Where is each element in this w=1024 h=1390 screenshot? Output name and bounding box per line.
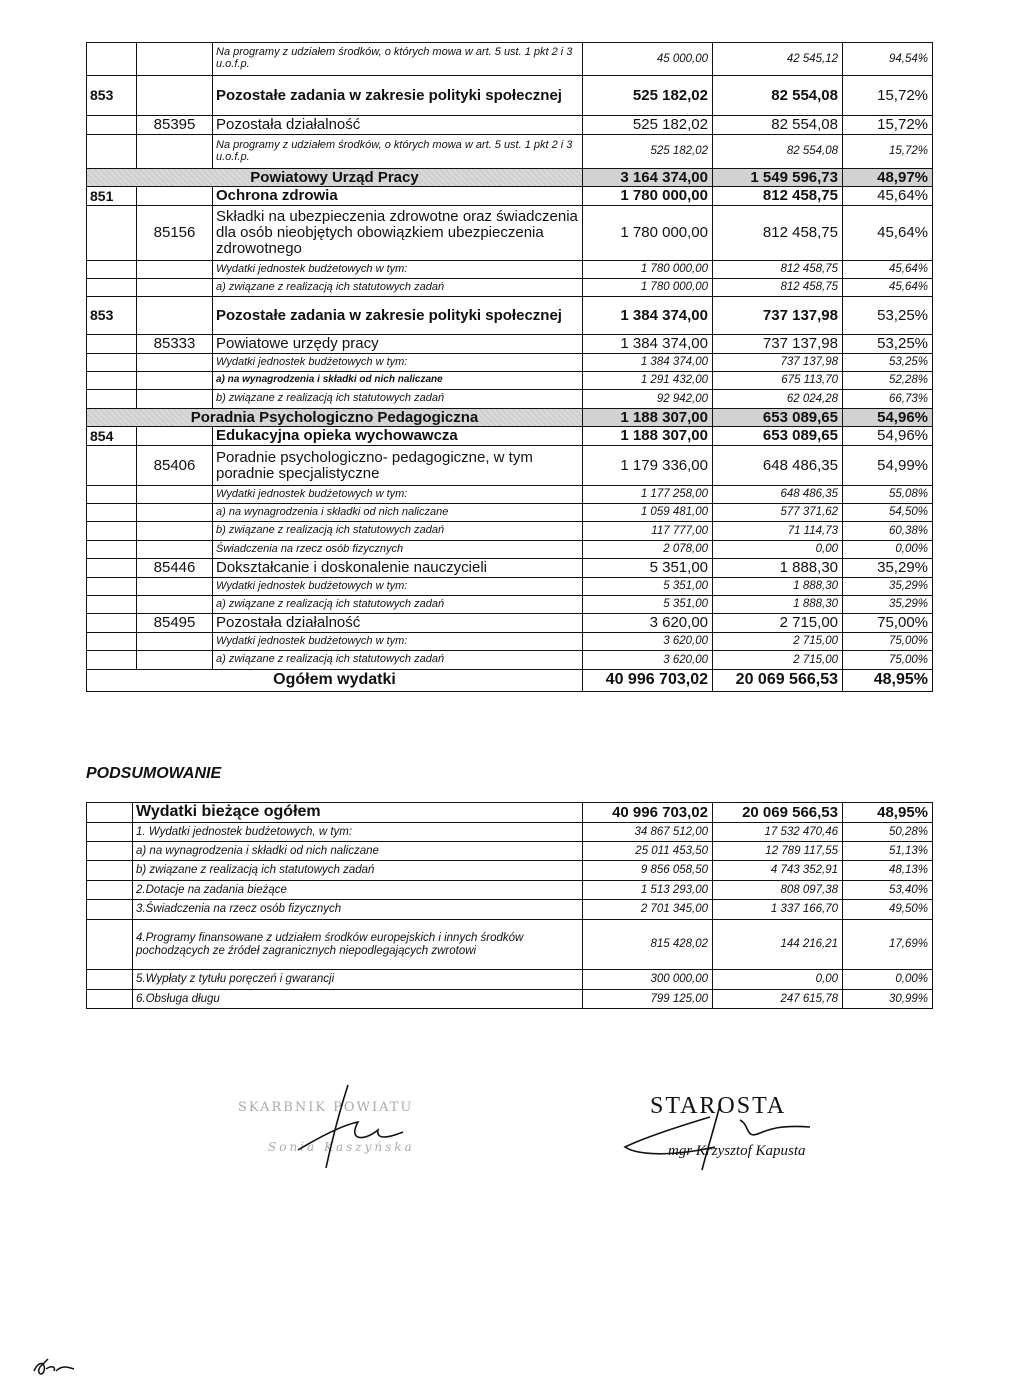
summary-row — [87, 920, 933, 970]
percent-value: 17,69% — [843, 920, 933, 970]
plan-value: 5 351,00 — [583, 578, 713, 596]
item-description: Pozostałe zadania w zakresie polityki społecznej — [213, 76, 583, 116]
plan-value: 525 182,02 — [583, 76, 713, 116]
plan-value: 5 351,00 — [583, 559, 713, 578]
chapter-code: 851 — [87, 187, 137, 206]
percent-value: 35,29% — [843, 559, 933, 578]
execution-value: 0,00 — [713, 970, 843, 990]
blank-cell — [87, 881, 133, 900]
percent-value: 54,99% — [843, 446, 933, 486]
total-label: Ogółem wydatki — [87, 670, 583, 692]
plan-value: 3 620,00 — [583, 614, 713, 633]
summary-row — [87, 842, 933, 861]
execution-value: 737 137,98 — [713, 354, 843, 372]
percent-value: 45,64% — [843, 206, 933, 261]
percent-value: 48,13% — [843, 861, 933, 881]
item-description: Poradnie psychologiczno- pedagogiczne, w tym poradnie specjalistyczne — [213, 446, 583, 486]
plan-value: 1 384 374,00 — [583, 354, 713, 372]
table-row — [87, 187, 933, 206]
handwritten-signature-left-icon — [228, 1080, 458, 1175]
execution-value: 1 337 166,70 — [713, 900, 843, 920]
item-description: Pozostała działalność — [213, 614, 583, 633]
table-row — [87, 522, 933, 541]
percent-value: 54,50% — [843, 504, 933, 522]
blank-cell — [87, 990, 133, 1009]
chapter-code — [87, 559, 137, 578]
section-code — [137, 187, 213, 206]
execution-value: 0,00 — [713, 541, 843, 559]
unit-name: Powiatowy Urząd Pracy — [87, 169, 583, 187]
section-code: 85495 — [137, 614, 213, 633]
execution-value: 144 216,21 — [713, 920, 843, 970]
chapter-code — [87, 372, 137, 390]
execution-value: 17 532 470,46 — [713, 823, 843, 842]
treasurer-name: Sonia Kaszyńska — [268, 1140, 415, 1154]
summary-title: PODSUMOWANIE — [86, 765, 222, 782]
execution-value: 812 458,75 — [713, 261, 843, 279]
item-description: Ochrona zdrowia — [213, 187, 583, 206]
expenditure-table — [86, 42, 933, 692]
execution-value: 2 715,00 — [713, 614, 843, 633]
item-description: Na programy z udziałem środków, o których mowa w art. 5 ust. 1 pkt 2 i 3 u.o.f.p. — [213, 43, 583, 76]
table-row — [87, 335, 933, 354]
table-row — [87, 559, 933, 578]
section-code — [137, 297, 213, 335]
blank-cell — [87, 920, 133, 970]
item-description: Składki na ubezpieczenia zdrowotne oraz świadczenia dla osób nieobjętych obowiązkiem ubezpieczenia zdrowotnego — [213, 206, 583, 261]
percent-value: 15,72% — [843, 76, 933, 116]
plan-value: 2 078,00 — [583, 541, 713, 559]
execution-value: 1 888,30 — [713, 596, 843, 614]
execution-value: 808 097,38 — [713, 881, 843, 900]
item-description: a) na wynagrodzenia i składki od nich naliczane — [213, 372, 583, 390]
chapter-code — [87, 596, 137, 614]
chapter-code — [87, 390, 137, 409]
table-row — [87, 504, 933, 522]
chapter-code — [87, 446, 137, 486]
plan-value: 92 942,00 — [583, 390, 713, 409]
item-description: Powiatowe urzędy pracy — [213, 335, 583, 354]
table-row — [87, 206, 933, 261]
table-row — [87, 614, 933, 633]
execution-value: 737 137,98 — [713, 297, 843, 335]
summary-row — [87, 900, 933, 920]
execution-value: 812 458,75 — [713, 187, 843, 206]
item-description: a) związane z realizacją ich statutowych zadań — [213, 651, 583, 670]
chapter-code — [87, 541, 137, 559]
summary-row — [87, 823, 933, 842]
percent-value: 55,08% — [843, 486, 933, 504]
percent-value: 0,00% — [843, 970, 933, 990]
section-code — [137, 279, 213, 297]
section-code — [137, 541, 213, 559]
chapter-code — [87, 522, 137, 541]
execution-value: 42 545,12 — [713, 43, 843, 76]
summary-row — [87, 970, 933, 990]
table-row — [87, 578, 933, 596]
summary-row — [87, 861, 933, 881]
chapter-code: 854 — [87, 427, 137, 446]
blank-cell — [87, 803, 133, 823]
chapter-code — [87, 578, 137, 596]
percent-value: 51,13% — [843, 842, 933, 861]
section-code: 85156 — [137, 206, 213, 261]
execution-value: 812 458,75 — [713, 206, 843, 261]
chapter-code — [87, 651, 137, 670]
section-code — [137, 43, 213, 76]
summary-label: 5.Wypłaty z tytułu poręczeń i gwarancji — [133, 970, 583, 990]
execution-value: 62 024,28 — [713, 390, 843, 409]
percent-value: 45,64% — [843, 279, 933, 297]
percent-value: 75,00% — [843, 633, 933, 651]
summary-label: 4.Programy finansowane z udziałem środków europejskich i innych środków pochodzących ze źródeł zagranicznych niepodlegających zwrotowi — [133, 920, 583, 970]
chapter-code — [87, 486, 137, 504]
table-row — [87, 169, 933, 187]
item-description: a) na wynagrodzenia i składki od nich naliczane — [213, 504, 583, 522]
plan-value: 1 513 293,00 — [583, 881, 713, 900]
percent-value: 53,25% — [843, 297, 933, 335]
plan-value: 1 179 336,00 — [583, 446, 713, 486]
total-row — [87, 670, 933, 692]
execution-value: 653 089,65 — [713, 427, 843, 446]
plan-value: 5 351,00 — [583, 596, 713, 614]
percent-value: 35,29% — [843, 578, 933, 596]
execution-value: 737 137,98 — [713, 335, 843, 354]
table-row — [87, 297, 933, 335]
execution-value: 2 715,00 — [713, 651, 843, 670]
item-description: Wydatki jednostek budżetowych w tym: — [213, 633, 583, 651]
section-code — [137, 578, 213, 596]
section-code: 85395 — [137, 116, 213, 135]
item-description: Wydatki jednostek budżetowych w tym: — [213, 354, 583, 372]
percent-value: 50,28% — [843, 823, 933, 842]
plan-value: 3 620,00 — [583, 633, 713, 651]
table-row — [87, 446, 933, 486]
percent-value: 66,73% — [843, 390, 933, 409]
execution-value: 1 549 596,73 — [713, 169, 843, 187]
plan-value: 1 188 307,00 — [583, 409, 713, 427]
percent-value: 75,00% — [843, 651, 933, 670]
percent-value: 60,38% — [843, 522, 933, 541]
table-row — [87, 409, 933, 427]
section-code — [137, 651, 213, 670]
section-code — [137, 372, 213, 390]
plan-value: 40 996 703,02 — [583, 803, 713, 823]
execution-value: 648 486,35 — [713, 446, 843, 486]
percent-value: 45,64% — [843, 187, 933, 206]
blank-cell — [87, 823, 133, 842]
percent-value: 53,25% — [843, 335, 933, 354]
summary-label: Wydatki bieżące ogółem — [133, 803, 583, 823]
section-code — [137, 486, 213, 504]
plan-value: 1 780 000,00 — [583, 261, 713, 279]
chapter-code — [87, 633, 137, 651]
plan-value: 1 177 258,00 — [583, 486, 713, 504]
execution-value: 648 486,35 — [713, 486, 843, 504]
summary-label: 1. Wydatki jednostek budżetowych, w tym: — [133, 823, 583, 842]
starosta-signature — [610, 1085, 870, 1180]
treasurer-stamp: SKARBNIK POWIATU — [238, 1100, 414, 1115]
summary-label: 3.Świadczenia na rzecz osób fizycznych — [133, 900, 583, 920]
chapter-code — [87, 279, 137, 297]
treasurer-signature — [228, 1080, 458, 1175]
plan-value: 3 164 374,00 — [583, 169, 713, 187]
table-row — [87, 427, 933, 446]
item-description: b) związane z realizacją ich statutowych zadań — [213, 390, 583, 409]
plan-value: 117 777,00 — [583, 522, 713, 541]
plan-value: 1 384 374,00 — [583, 297, 713, 335]
item-description: Na programy z udziałem środków, o których mowa w art. 5 ust. 1 pkt 2 i 3 u.o.f.p. — [213, 135, 583, 169]
plan-value: 25 011 453,50 — [583, 842, 713, 861]
blank-cell — [87, 970, 133, 990]
item-description: Edukacyjna opieka wychowawcza — [213, 427, 583, 446]
table-row — [87, 43, 933, 76]
section-code — [137, 522, 213, 541]
summary-label: a) na wynagrodzenia i składki od nich naliczane — [133, 842, 583, 861]
percent-value: 49,50% — [843, 900, 933, 920]
initials-mark-icon — [30, 1355, 76, 1379]
execution-value: 247 615,78 — [713, 990, 843, 1009]
table-row — [87, 372, 933, 390]
execution-value: 812 458,75 — [713, 279, 843, 297]
summary-row — [87, 990, 933, 1009]
starosta-title: STAROSTA — [650, 1093, 787, 1119]
chapter-code — [87, 335, 137, 354]
table-row — [87, 651, 933, 670]
percent-value: 54,96% — [843, 427, 933, 446]
plan-value: 1 384 374,00 — [583, 335, 713, 354]
total-percent: 48,95% — [843, 670, 933, 692]
item-description: Wydatki jednostek budżetowych w tym: — [213, 486, 583, 504]
execution-value: 82 554,08 — [713, 116, 843, 135]
blank-cell — [87, 861, 133, 881]
percent-value: 48,95% — [843, 803, 933, 823]
plan-value: 1 059 481,00 — [583, 504, 713, 522]
item-description: a) związane z realizacją ich statutowych zadań — [213, 279, 583, 297]
percent-value: 15,72% — [843, 135, 933, 169]
section-code — [137, 261, 213, 279]
percent-value: 94,54% — [843, 43, 933, 76]
section-code — [137, 354, 213, 372]
execution-value: 653 089,65 — [713, 409, 843, 427]
table-row — [87, 116, 933, 135]
table-row — [87, 541, 933, 559]
plan-value: 1 780 000,00 — [583, 187, 713, 206]
section-code — [137, 633, 213, 651]
section-code — [137, 596, 213, 614]
summary-row — [87, 881, 933, 900]
chapter-code: 853 — [87, 297, 137, 335]
table-row — [87, 390, 933, 409]
plan-value: 1 188 307,00 — [583, 427, 713, 446]
chapter-code — [87, 354, 137, 372]
chapter-code — [87, 135, 137, 169]
plan-value: 300 000,00 — [583, 970, 713, 990]
summary-table — [86, 802, 933, 1009]
percent-value: 30,99% — [843, 990, 933, 1009]
plan-value: 525 182,02 — [583, 135, 713, 169]
blank-cell — [87, 900, 133, 920]
execution-value: 20 069 566,53 — [713, 803, 843, 823]
plan-value: 34 867 512,00 — [583, 823, 713, 842]
percent-value: 53,40% — [843, 881, 933, 900]
chapter-code — [87, 116, 137, 135]
execution-value: 577 371,62 — [713, 504, 843, 522]
table-row — [87, 261, 933, 279]
plan-value: 1 291 432,00 — [583, 372, 713, 390]
summary-label: b) związane z realizacją ich statutowych zadań — [133, 861, 583, 881]
table-row — [87, 486, 933, 504]
section-code: 85333 — [137, 335, 213, 354]
plan-value: 1 780 000,00 — [583, 279, 713, 297]
section-code — [137, 504, 213, 522]
summary-label: 2.Dotacje na zadania bieżące — [133, 881, 583, 900]
percent-value: 75,00% — [843, 614, 933, 633]
chapter-code — [87, 504, 137, 522]
plan-value: 815 428,02 — [583, 920, 713, 970]
total-plan: 40 996 703,02 — [583, 670, 713, 692]
section-code: 85406 — [137, 446, 213, 486]
percent-value: 35,29% — [843, 596, 933, 614]
chapter-code — [87, 206, 137, 261]
item-description: Dokształcanie i doskonalenie nauczycieli — [213, 559, 583, 578]
summary-row — [87, 803, 933, 823]
plan-value: 45 000,00 — [583, 43, 713, 76]
table-row — [87, 135, 933, 169]
execution-value: 82 554,08 — [713, 76, 843, 116]
item-description: Świadczenia na rzecz osób fizycznych — [213, 541, 583, 559]
plan-value: 9 856 058,50 — [583, 861, 713, 881]
blank-cell — [87, 842, 133, 861]
table-row — [87, 76, 933, 116]
table-row — [87, 633, 933, 651]
item-description: b) związane z realizacją ich statutowych zadań — [213, 522, 583, 541]
table-row — [87, 279, 933, 297]
plan-value: 3 620,00 — [583, 651, 713, 670]
section-code — [137, 135, 213, 169]
percent-value: 52,28% — [843, 372, 933, 390]
item-description: a) związane z realizacją ich statutowych zadań — [213, 596, 583, 614]
execution-value: 4 743 352,91 — [713, 861, 843, 881]
table-row — [87, 354, 933, 372]
percent-value: 45,64% — [843, 261, 933, 279]
execution-value: 1 888,30 — [713, 578, 843, 596]
chapter-code — [87, 261, 137, 279]
execution-value: 82 554,08 — [713, 135, 843, 169]
item-description: Pozostała działalność — [213, 116, 583, 135]
execution-value: 2 715,00 — [713, 633, 843, 651]
execution-value: 675 113,70 — [713, 372, 843, 390]
percent-value: 54,96% — [843, 409, 933, 427]
item-description: Wydatki jednostek budżetowych w tym: — [213, 261, 583, 279]
execution-value: 71 114,73 — [713, 522, 843, 541]
chapter-code — [87, 614, 137, 633]
unit-name: Poradnia Psychologiczno Pedagogiczna — [87, 409, 583, 427]
section-code: 85446 — [137, 559, 213, 578]
item-description: Pozostałe zadania w zakresie polityki społecznej — [213, 297, 583, 335]
plan-value: 1 780 000,00 — [583, 206, 713, 261]
percent-value: 0,00% — [843, 541, 933, 559]
plan-value: 525 182,02 — [583, 116, 713, 135]
item-description: Wydatki jednostek budżetowych w tym: — [213, 578, 583, 596]
percent-value: 15,72% — [843, 116, 933, 135]
percent-value: 48,97% — [843, 169, 933, 187]
section-code — [137, 390, 213, 409]
total-execution: 20 069 566,53 — [713, 670, 843, 692]
summary-label: 6.Obsługa długu — [133, 990, 583, 1009]
chapter-code: 853 — [87, 76, 137, 116]
execution-value: 1 888,30 — [713, 559, 843, 578]
section-code — [137, 427, 213, 446]
plan-value: 799 125,00 — [583, 990, 713, 1009]
execution-value: 12 789 117,55 — [713, 842, 843, 861]
handwritten-signature-right-icon — [610, 1085, 870, 1180]
table-row — [87, 596, 933, 614]
section-code — [137, 76, 213, 116]
plan-value: 2 701 345,00 — [583, 900, 713, 920]
percent-value: 53,25% — [843, 354, 933, 372]
starosta-name: mgr Krzysztof Kapusta — [668, 1143, 806, 1159]
chapter-code — [87, 43, 137, 76]
